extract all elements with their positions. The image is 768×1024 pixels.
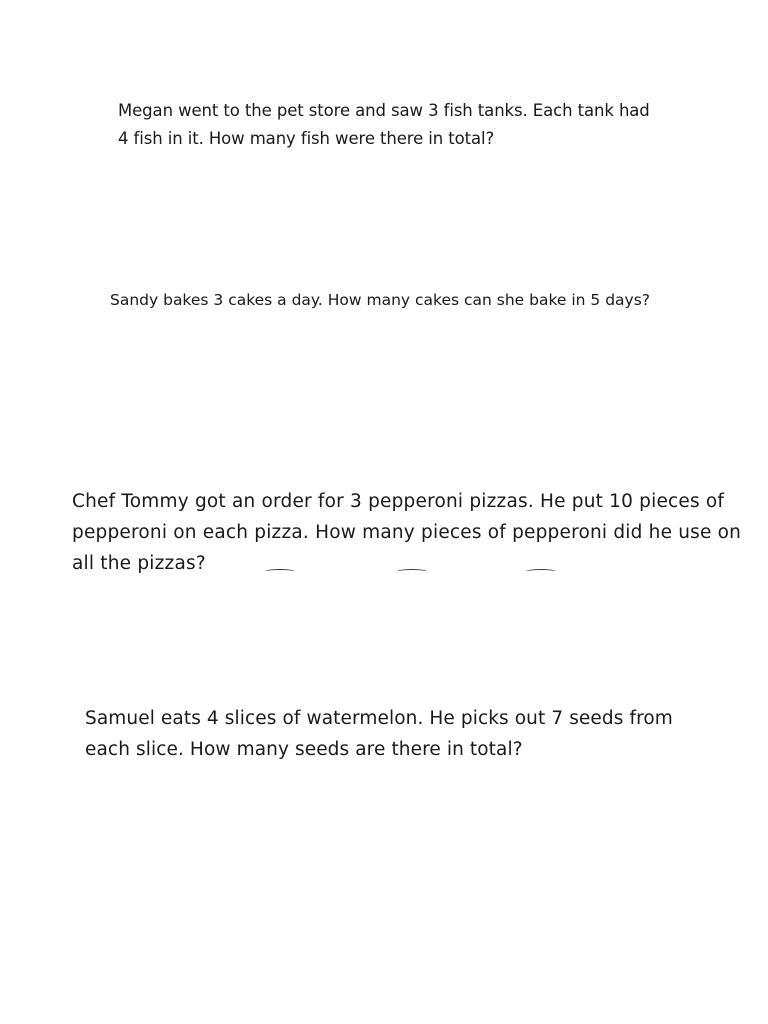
problem-text-line: Samuel eats 4 slices of watermelon. He picks out 7 seeds from [85, 708, 673, 729]
word-problem-fish-tanks [118, 97, 650, 153]
problem-text-line: each slice. How many seeds are there in total? [85, 739, 523, 760]
word-problem-pepperoni [72, 486, 741, 579]
problem-text-line: Sandy bakes 3 cakes a day. How many cakes can she bake in 5 days? [110, 291, 651, 309]
answer-blank-mark [526, 569, 556, 574]
answer-blank-mark [265, 569, 295, 574]
word-problem-watermelon [85, 703, 673, 765]
problem-text-line: all the pizzas? [72, 553, 206, 574]
problem-text-line: pepperoni on each pizza. How many pieces of pepperoni did he use on [72, 522, 742, 543]
word-problem-cakes [110, 287, 650, 313]
problem-text-line: Chef Tommy got an order for 3 pepperoni pizzas. He put 10 pieces of [72, 491, 725, 512]
problem-text-line: Megan went to the pet store and saw 3 fish tanks. Each tank had [118, 101, 650, 120]
problem-text-line: 4 fish in it. How many fish were there in total? [118, 129, 495, 148]
answer-blank-mark [397, 569, 427, 574]
